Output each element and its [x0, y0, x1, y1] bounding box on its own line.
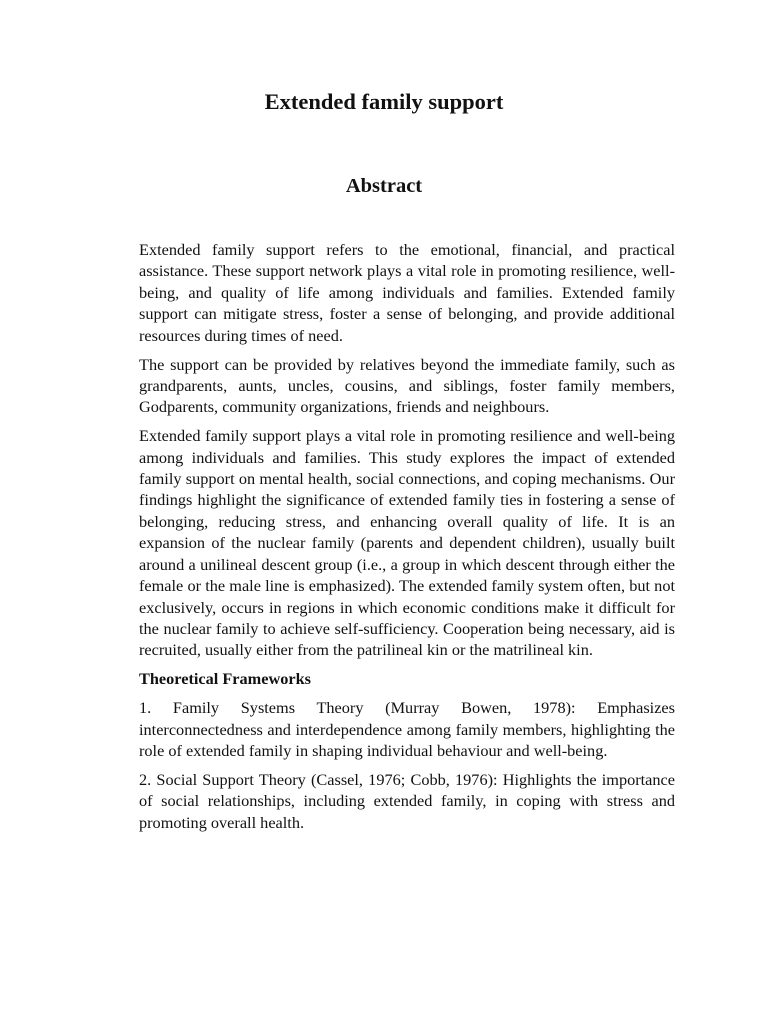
- abstract-heading: Abstract: [345, 175, 423, 197]
- framework-item: 1. Family Systems Theory (Murray Bowen, 1978): Emphasizes interconnectedness and interdependence among family members, highlighting the role of extended family in shaping individual behaviour and well-being.: [139, 698, 675, 760]
- document-title: Extended family support: [264, 89, 504, 114]
- document-body: [139, 239, 675, 841]
- section-heading: Theoretical Frameworks: [139, 669, 311, 689]
- abstract-paragraph: The support can be provided by relatives beyond the immediate family, such as grandparents, aunts, uncles, cousins, and siblings, foster family members, Godparents, community organizations, friends and neighbours.: [139, 354, 675, 417]
- abstract-paragraph: Extended family support plays a vital role in promoting resilience and well-being among individuals and families. This study explores the impact of extended family support on mental health, social connections, and coping mechanisms. Our findings highlight the significance of extended family ties in fostering a sense of belonging, reducing stress, and enhancing overall quality of life. It is an expansion of the nuclear family (parents and dependent children), usually built around a unilineal descent group (i.e., a group in which descent through either the female or the male line is emphasized). The extended family system often, but not exclusively, occurs in regions in which economic conditions make it difficult for the nuclear family to achieve self-sufficiency. Cooperation being necessary, aid is recruited, usually either from the patrilineal kin or the matrilineal kin.: [139, 426, 675, 660]
- abstract-paragraph: Extended family support refers to the emotional, financial, and practical assistance. These support network plays a vital role in promoting resilience, well-being, and quality of life among individuals and families. Extended family support can mitigate stress, foster a sense of belonging, and provide additional resources during times of need.: [139, 240, 675, 345]
- framework-item: 2. Social Support Theory (Cassel, 1976; Cobb, 1976): Highlights the importance of social relationships, including extended family, in coping with stress and promoting overall health.: [139, 769, 675, 832]
